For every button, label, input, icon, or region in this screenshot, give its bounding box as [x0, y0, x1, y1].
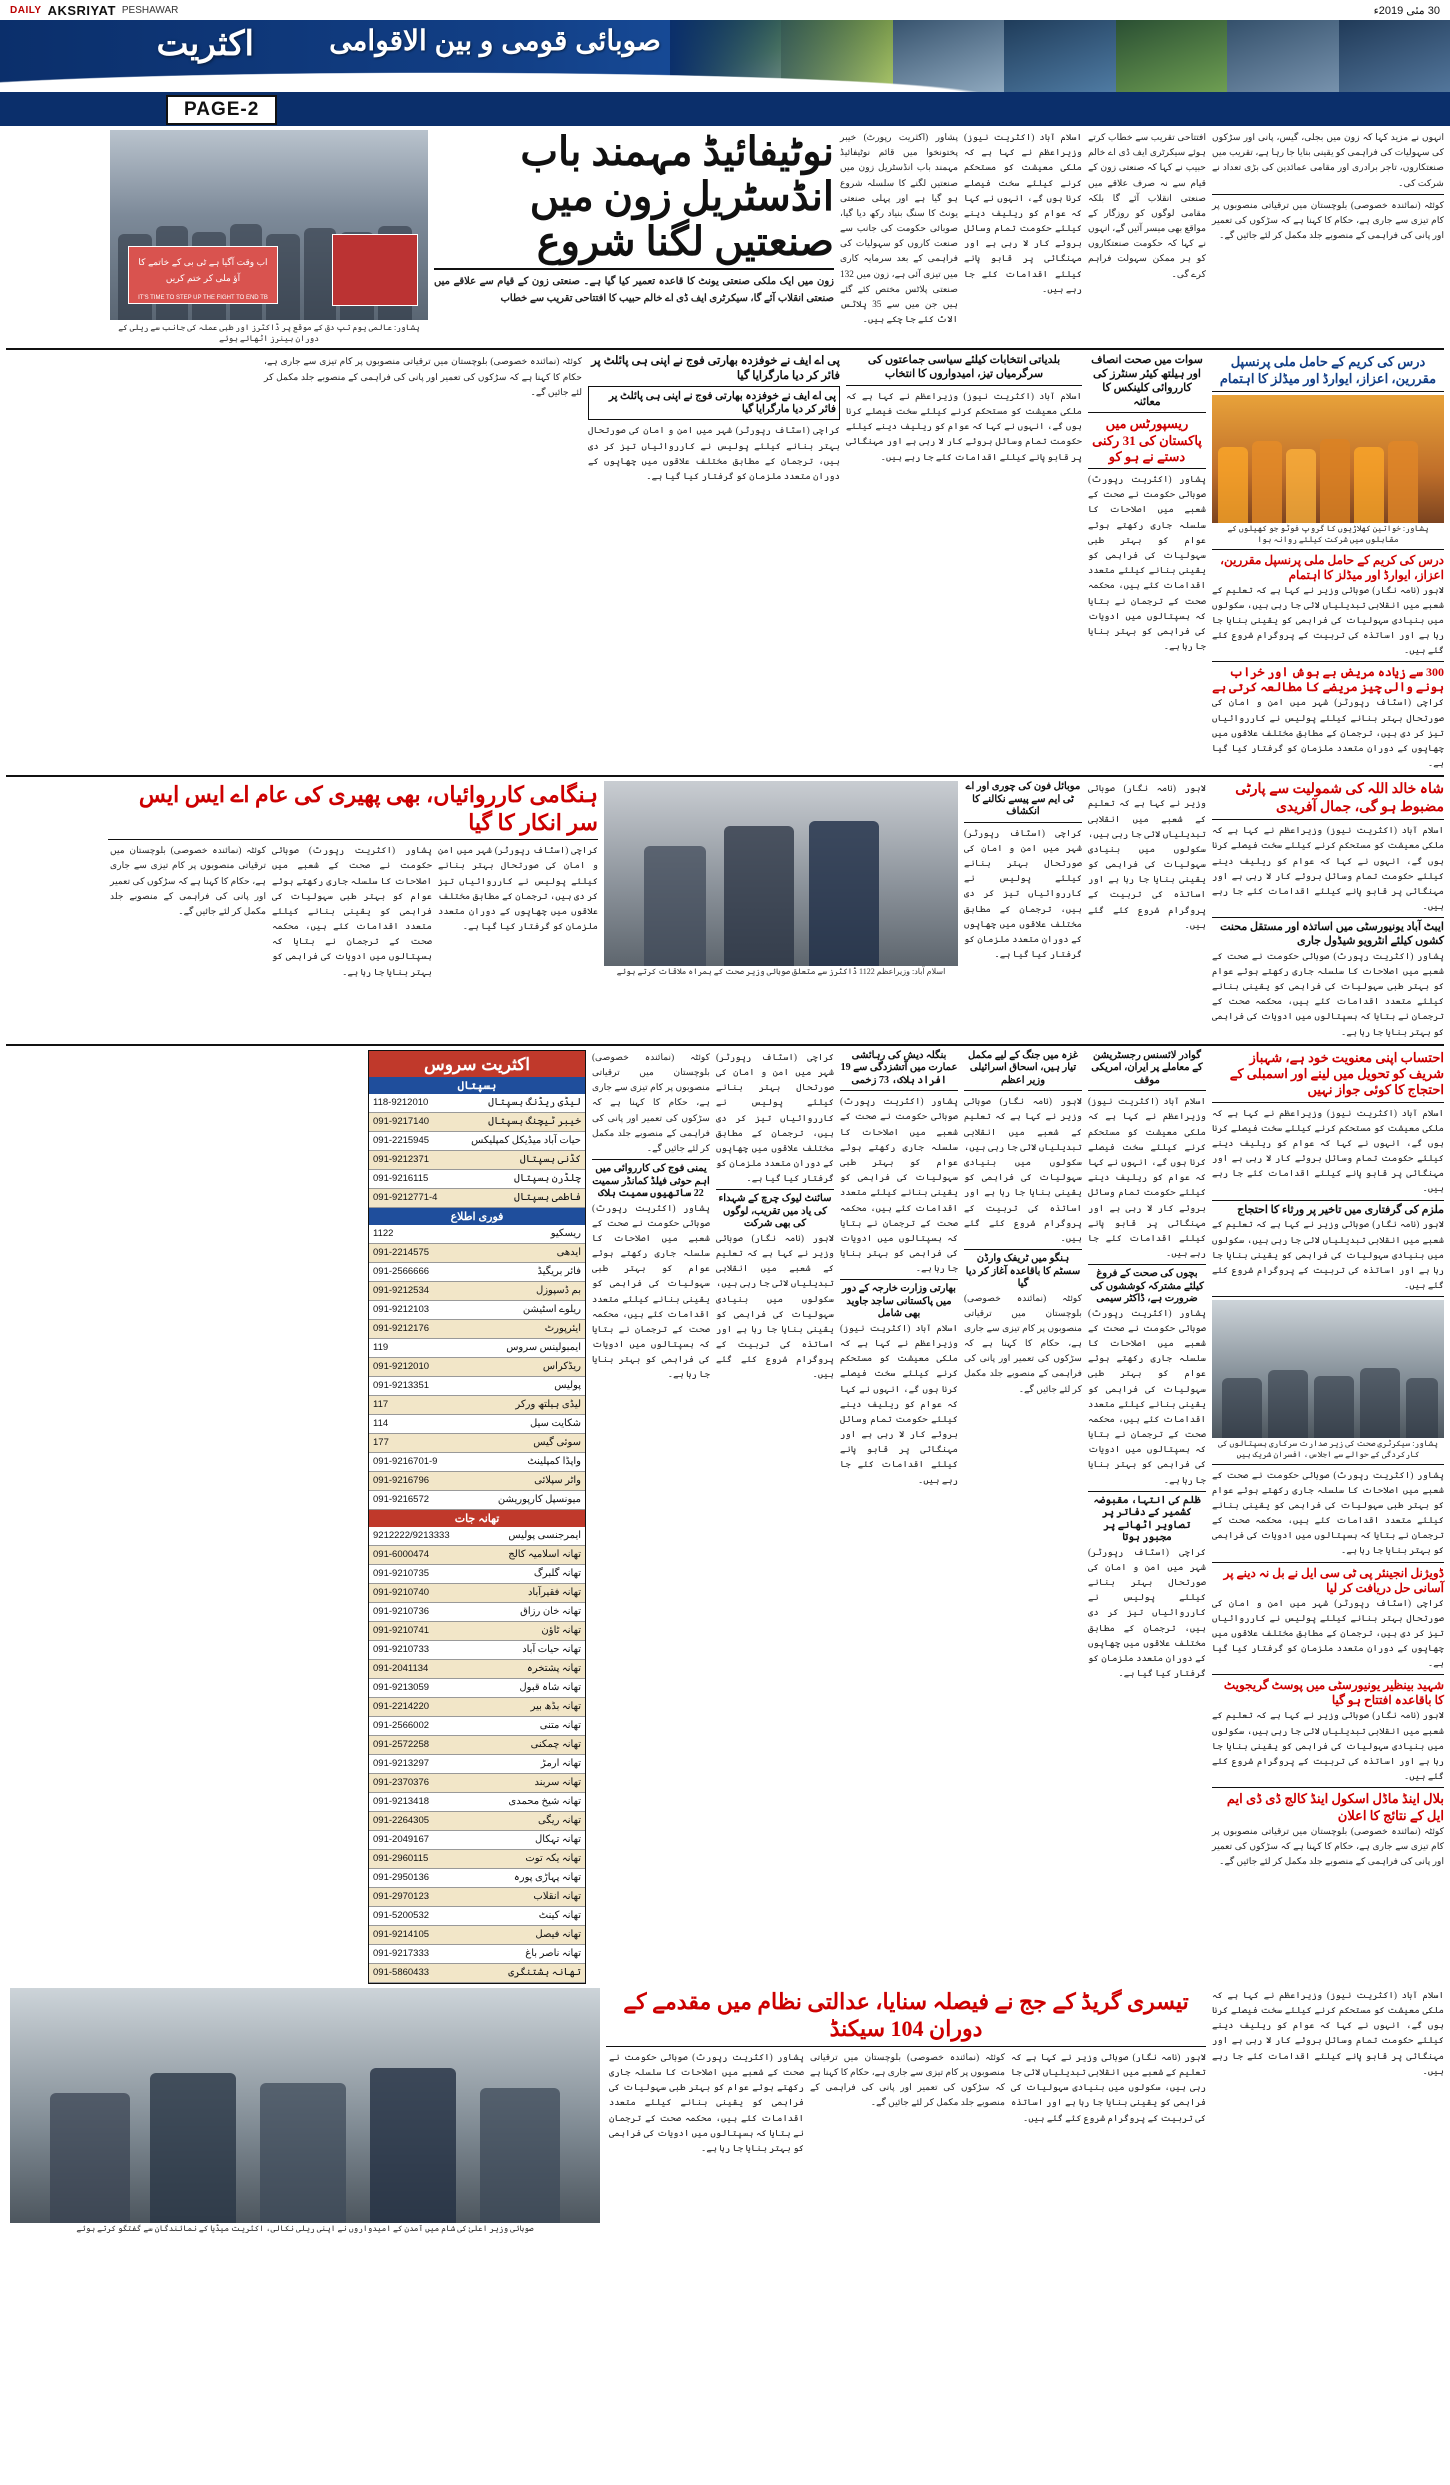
- dir-number: 091-9212771-4: [373, 1192, 438, 1204]
- headline-shah: شاہ خالد اللہ کی شمولیت سے پارٹی مضبوط ہو گی، جمال آفریدی: [1235, 782, 1444, 815]
- tb-photo-caption: پشاور: عالمی یوم تپ دق کے موقع پر ڈاکٹرز اور طبی عملہ کی جانب سے ریلی کے دوران بینرز اٹھائے ہوئے: [118, 323, 420, 344]
- defence-body: پشاور (اکثریت رپورٹ) صوبائی حکومت نے صحت کے شعبے میں اصلاحات کا سلسلہ جاری رکھتے ہوئے عوام کو بہتر طبی سہولیات کی فراہمی کو یقینی بنانے کیلئے متعدد اقدامات کئے ہیں، محکمہ صحت کے ترجمان نے بتایا کہ ہسپتالوں میں ادویات کی فراہمی کو بہتر بنایا جا رہا ہے۔: [1212, 950, 1444, 1037]
- directory-row[interactable]: [369, 1151, 585, 1170]
- tb-banner-line2: آؤ ملی کر ختم کریں: [165, 273, 241, 283]
- directory-row[interactable]: [369, 1926, 585, 1945]
- lead-paragraph-5: کوئٹہ (نمائندہ خصوصی) بلوچستان میں ترقیاتی منصوبوں پر کام تیزی سے جاری ہے، حکام کا کہنا ہے کہ سڑکوں کی تعمیر اور پانی کی فراہمی کے منصوبے جلد مکمل کر لئے جائیں گے۔: [1212, 199, 1444, 241]
- headline-sports-31: ریسپورٹس میں پاکستان کی 31 رکنی دستے نے ہو کو: [1092, 416, 1202, 464]
- directory-row[interactable]: [369, 1546, 585, 1565]
- dir-name: تھانہ چمکنی: [530, 1739, 581, 1751]
- dir-name: تھانہ ریگی: [537, 1815, 581, 1827]
- lead-paragraph-4: انہوں نے مزید کہا کہ زون میں بجلی، گیس، پانی اور سڑکوں کی سہولیات کی فراہمی کو یقینی بنایا جا رہا ہے، تقریب میں صنعتکاروں، تاجر برادری اور مقامی عمائدین کی بڑی تعداد نے شرکت کی۔: [1212, 132, 1444, 188]
- dir-number: 091-2214220: [373, 1701, 430, 1713]
- directory-header: [369, 1051, 585, 1077]
- women-athletes-photo: [1212, 395, 1444, 523]
- dir-name: تھانہ اسلامیہ کالج: [508, 1549, 581, 1561]
- lead-headline: نوٹیفائیڈ مہمند باب انڈسٹریل زون میں صنعتیں لگنا شروع: [520, 129, 834, 264]
- dir-name: تھانہ تہکال: [534, 1834, 581, 1846]
- court-block: [606, 1988, 1206, 2156]
- dir-number: 091-9210741: [373, 1625, 430, 1637]
- headline-army-box: پی اے ایف نے خوفزدہ بھارتی فوج نے اپنی ہی پائلٹ پر فائر کر دیا مارگرایا گیا: [608, 391, 836, 416]
- service-directory: [368, 1050, 586, 1984]
- swat-column: [1088, 354, 1206, 654]
- col-d-body2: اسلام آباد (اکثریت نیوز) وزیراعظم نے کہا ہے کہ ملکی معیشت کو مستحکم کرنے کیلئے سخت فیصلے کرنا ہوں گے، انہوں نے کہا کہ عوام کو ریلیف دینے کیلئے حکومت تمام وسائل بروئے کار لا رہی ہے اور مہنگائی پر قابو پانے کیلئے اقدامات کئے جا رہے ہیں۔: [840, 1322, 958, 1485]
- dir-number: 091-2950136: [373, 1872, 430, 1884]
- directory-title: اکثریت سروس: [423, 1054, 531, 1074]
- headline-teachers: درس کی کریم کے حامل ملی پرنسپل مقررین، اعزاز، ایوارڈ اور میڈلز کا اہتمام: [1220, 552, 1444, 582]
- shah-body: اسلام آباد (اکثریت نیوز) وزیراعظم نے کہا ہے کہ ملکی معیشت کو مستحکم کرنے کیلئے سخت فیصلے کرنا ہوں گے، انہوں نے کہا کہ عوام کو ریلیف دینے کیلئے حکومت تمام وسائل بروئے کار لا رہی ہے اور مہنگائی پر قابو پانے کیلئے اقدامات کئے جا رہے ہیں۔: [1212, 825, 1444, 912]
- daily-label: DAILY: [10, 4, 42, 16]
- ehtesab-body: اسلام آباد (اکثریت نیوز) وزیراعظم نے کہا ہے کہ ملکی معیشت کو مستحکم کرنے کیلئے سخت فیصلے کرنا ہوں گے، انہوں نے کہا کہ عوام کو ریلیف دینے کیلئے حکومت تمام وسائل بروئے کار لا رہی ہے اور مہنگائی پر قابو پانے کیلئے اقدامات کئے جا رہے ہیں۔: [1212, 1107, 1444, 1194]
- dir-name: تھانہ خان رزاق: [520, 1606, 581, 1618]
- shah-column: [1212, 781, 1444, 1040]
- dir-name: ریلوے اسٹیشن: [522, 1304, 581, 1316]
- directory-row[interactable]: [369, 1964, 585, 1983]
- issue-date: 30 مئی 2019ء: [1373, 4, 1440, 17]
- directory-row[interactable]: [369, 1698, 585, 1717]
- dir-name: فاطمی ہسپتال: [514, 1192, 581, 1204]
- dir-number: 114: [373, 1418, 389, 1430]
- left-band-column: [264, 354, 582, 400]
- dir-name: چلڈرن ہسپتال: [514, 1173, 581, 1185]
- dir-number: 177: [373, 1437, 389, 1449]
- dir-name: ریسکیو: [550, 1228, 581, 1240]
- headline-children: بچوں کی صحت کے فروغ کیلئے مشترکہ کوششوں کی ضرورت ہے، ڈاکٹر سیمی: [1090, 1268, 1204, 1305]
- headline-gwadar: گوادر لائسنس رجسٹریشن کے معاملے پر ایران، امریکی موقف: [1091, 1049, 1203, 1086]
- bottom-photo-caption: صوبائی وزیر اعلیٰ کی شام میں آمدن کے امیدواروں نے اپنی ریلی نکالی، اکثریت میڈیا کے نمائندگان سے گفتگو کرتے ہوئے: [76, 2223, 534, 2233]
- meeting-photo: [604, 781, 958, 966]
- headline-kashmir: ظلم کی انتہا، مقبوضہ کشمیر کے دفاتر پر تصاویر اٹھانے پر مجبور ہوتا: [1093, 1494, 1201, 1544]
- col-c: [964, 1050, 1082, 1397]
- headline-traffic: ہنگو میں ٹریفک وارڈن سسٹم کا باقاعدہ آغاز کر دیا گیا: [965, 1253, 1081, 1290]
- dir-name: واٹر سپلائی: [534, 1475, 581, 1487]
- conference-photo-caption: پشاور: سیکرٹری صحت کی زیر صدارت سرکاری ہسپتالوں کی کارکردگی کے حوالے سے اجلاس، افسران شریک ہیں: [1218, 1439, 1438, 1460]
- teachers-body: لاہور (نامہ نگار) صوبائی وزیر نے کہا ہے کہ تعلیم کے شعبے میں انقلابی تبدیلیاں لائی جا رہی ہیں، سکولوں میں بنیادی سہولیات کی فراہمی کو یقینی بنایا جا رہا ہے اور اساتذہ کی تربیت کے پروگرام شروع کئے گئے ہیں۔: [1212, 584, 1444, 656]
- conference-body: پشاور (اکثریت رپورٹ) صوبائی حکومت نے صحت کے شعبے میں اصلاحات کا سلسلہ جاری رکھتے ہوئے عوام کو بہتر طبی سہولیات کی فراہمی کو یقینی بنانے کیلئے متعدد اقدامات کئے ہیں، محکمہ صحت کے ترجمان نے بتایا کہ ہسپتالوں میں ادویات کی فراہمی کو بہتر بنایا جا رہا ہے۔: [1212, 1469, 1444, 1556]
- col-d: [840, 1050, 958, 1488]
- army-body: کراچی (اسٹاف رپورٹر) شہر میں امن و امان کی صورتحال بہتر بنانے کیلئے پولیس نے کارروائیاں تیز کر دی ہیں، ترجمان کے مطابق مختلف علاقوں میں چھاپوں کے دوران متعدد ملزمان کو گرفتار کیا گیا ہے۔: [588, 425, 840, 481]
- directory-row[interactable]: [369, 1565, 585, 1584]
- dir-number: 091-9210740: [373, 1587, 430, 1599]
- dir-name: ایئرپورٹ: [544, 1323, 581, 1335]
- uni-body: لاہور (نامہ نگار) صوبائی وزیر نے کہا ہے کہ تعلیم کے شعبے میں انقلابی تبدیلیاں لائی جا رہی ہیں، سکولوں میں بنیادی سہولیات کی فراہمی کو یقینی بنایا جا رہا ہے اور اساتذہ کی تربیت کے پروگرام شروع کئے گئے ہیں۔: [1212, 1710, 1444, 1782]
- directory-row[interactable]: [369, 1320, 585, 1339]
- headline-war: غزہ میں جنگ کے لیے مکمل تیار ہیں، اسحاق اسرائیلی وزیر اعظم: [967, 1049, 1079, 1086]
- directory-row[interactable]: [369, 1244, 585, 1263]
- headline-defence2: ملزم کی گرفتاری میں تاخیر پر ورثاء کا احتجاج: [1237, 1203, 1444, 1216]
- right-news-column: [1212, 1050, 1444, 1870]
- dir-number: 091-9210733: [373, 1644, 430, 1656]
- court-body-1: لاہور (نامہ نگار) صوبائی وزیر نے کہا ہے کہ تعلیم کے شعبے میں انقلابی تبدیلیاں لائی جا رہی ہیں، سکولوں میں بنیادی سہولیات کی فراہمی کو یقینی بنایا جا رہا ہے اور اساتذہ کی تربیت کے پروگرام شروع کئے گئے ہیں۔: [1011, 2051, 1206, 2123]
- headline-swat: سوات میں صحت انصاف اور ہیلتھ کیئر سنٹرز کی کارروائی کلینکس کا معائنہ: [1091, 354, 1203, 408]
- headline-army: پی اے ایف نے خوفزدہ بھارتی فوج نے اپنی ہی پائلٹ پر فائر کر دیا مارگرایا گیا: [591, 355, 840, 382]
- directory-row[interactable]: [369, 1603, 585, 1622]
- dir-name: شکایت سیل: [529, 1418, 581, 1430]
- dir-number: 091-9210735: [373, 1568, 430, 1580]
- dir-number: 091-9217140: [373, 1116, 430, 1128]
- dir-name: ایمرجنسی پولیس: [508, 1530, 581, 1542]
- directory-row[interactable]: [369, 1472, 585, 1491]
- page-badge-bar: [0, 92, 1450, 126]
- headline-mobile: موبائل فون کی چوری اور اے ٹی ایم سے پیسے نکالنے کا انکشاف: [965, 781, 1081, 818]
- directory-row[interactable]: [369, 1793, 585, 1812]
- dir-name: حیات آباد میڈیکل کمپلیکس: [471, 1135, 581, 1147]
- directory-row[interactable]: [369, 1094, 585, 1113]
- dir-name: پولیس: [554, 1380, 581, 1392]
- col-e-body2: لاہور (نامہ نگار) صوبائی وزیر نے کہا ہے کہ تعلیم کے شعبے میں انقلابی تبدیلیاں لائی جا رہی ہیں، سکولوں میں بنیادی سہولیات کی فراہمی کو یقینی بنایا جا رہا ہے اور اساتذہ کی تربیت کے پروگرام شروع کئے گئے ہیں۔: [716, 1232, 834, 1380]
- masthead-wave: [0, 66, 1450, 92]
- court-body-3: پشاور (اکثریت رپورٹ) صوبائی حکومت نے صحت کے شعبے میں اصلاحات کا سلسلہ جاری رکھتے ہوئے عوام کو بہتر طبی سہولیات کی فراہمی کو یقینی بنانے کیلئے متعدد اقدامات کئے ہیں، محکمہ صحت کے ترجمان نے بتایا کہ ہسپتالوں میں ادویات کی فراہمی کو بہتر بنایا جا رہا ہے۔: [609, 2051, 804, 2153]
- dir-number: 9212222/9213333: [373, 1530, 450, 1542]
- dir-name: تھانہ ٹاؤن: [541, 1625, 581, 1637]
- dir-name: تھانہ حیات آباد: [522, 1644, 581, 1656]
- dir-name: تھانہ انقلاب: [533, 1891, 581, 1903]
- col-b-body2: پشاور (اکثریت رپورٹ) صوبائی حکومت نے صحت کے شعبے میں اصلاحات کا سلسلہ جاری رکھتے ہوئے عوام کو بہتر طبی سہولیات کی فراہمی کو یقینی بنانے کیلئے متعدد اقدامات کئے ہیں، محکمہ صحت کے ترجمان نے بتایا کہ ہسپتالوں میں ادویات کی فراہمی کو بہتر بنایا جا رہا ہے۔: [1088, 1307, 1206, 1485]
- swat-body: پشاور (اکثریت رپورٹ) صوبائی حکومت نے صحت کے شعبے میں اصلاحات کا سلسلہ جاری رکھتے ہوئے عوام کو بہتر طبی سہولیات کی فراہمی کو یقینی بنانے کیلئے متعدد اقدامات کئے ہیں، محکمہ صحت کے ترجمان نے بتایا کہ ہسپتالوں میں ادویات کی فراہمی کو بہتر بنایا جا رہا ہے۔: [1088, 474, 1206, 652]
- dir-name: میونسپل کارپوریشن: [497, 1494, 581, 1506]
- col-b-body: اسلام آباد (اکثریت نیوز) وزیراعظم نے کہا ہے کہ ملکی معیشت کو مستحکم کرنے کیلئے سخت فیصلے کرنا ہوں گے، انہوں نے کہا کہ عوام کو ریلیف دینے کیلئے حکومت تمام وسائل بروئے کار لا رہی ہے اور مہنگائی پر قابو پانے کیلئے اقدامات کئے جا رہے ہیں۔: [1088, 1096, 1206, 1259]
- dir-name: تھانہ شیخ محمدی: [508, 1796, 581, 1808]
- directory-row[interactable]: [369, 1831, 585, 1850]
- directory-row[interactable]: [369, 1641, 585, 1660]
- lead-col-b: [1088, 130, 1206, 282]
- dir-number: 118-9212010: [373, 1097, 429, 1109]
- lead-subheadline: زون میں ایک ملکی صنعتی یونٹ کا قاعدہ تعمیر کیا گیا ہے۔ صنعتی زون کے قیام سے علاقے میں صنعتی انقلاب آئے گا، سیکرٹری ایف ڈی اے خالم حبیب کا افتتاحی تقریب سے خطاب: [434, 276, 834, 304]
- directory-row[interactable]: [369, 1888, 585, 1907]
- headline-court: تیسری گریڈ کے جج نے فیصلہ سنایا، عدالتی نظام میں مقدمے کے دوران 104 سیکنڈ: [623, 1988, 1189, 2042]
- dir-number: 091-9217333: [373, 1948, 430, 1960]
- dir-number: 091-2970123: [373, 1891, 430, 1903]
- dir-number: 091-9213351: [373, 1380, 430, 1392]
- directory-row[interactable]: [369, 1282, 585, 1301]
- directory-row[interactable]: [369, 1377, 585, 1396]
- dir-number: 091-2264305: [373, 1815, 430, 1827]
- dir-number: 091-9210736: [373, 1606, 430, 1618]
- dir-name: واپڈا کمپلینٹ: [527, 1456, 581, 1468]
- defence2-body: لاہور (نامہ نگار) صوبائی وزیر نے کہا ہے کہ تعلیم کے شعبے میں انقلابی تبدیلیاں لائی جا رہی ہیں، سکولوں میں بنیادی سہولیات کی فراہمی کو یقینی بنایا جا رہا ہے اور اساتذہ کی تربیت کے پروگرام شروع کئے گئے ہیں۔: [1212, 1219, 1444, 1291]
- dir-number: 091-9216572: [373, 1494, 430, 1506]
- headline-election: بلدیاتی انتخابات کیلئے سیاسی جماعتوں کی سرگرمیاں تیز، امیدواروں کا انتخاب: [867, 354, 1061, 381]
- sports-column: [1212, 354, 1444, 771]
- dir-number: 091-2041134: [373, 1663, 429, 1675]
- headline-police: ہنگامی کارروائیاں، بھی پھیری کی عام اے ایس ایس سر انکار کا گیا: [138, 782, 598, 835]
- directory-row[interactable]: [369, 1869, 585, 1888]
- directory-row[interactable]: [369, 1301, 585, 1320]
- dir-name: تھانہ کینٹ: [538, 1910, 581, 1922]
- headline-school: بلال اینڈ ماڈل اسکول اینڈ کالج ڈی ڈی ایم ایل کے نتائج کا اعلان: [1226, 1791, 1444, 1823]
- directory-row[interactable]: [369, 1679, 585, 1698]
- lead-right-column: [1212, 130, 1444, 243]
- directory-row[interactable]: [369, 1263, 585, 1282]
- directory-row[interactable]: [369, 1527, 585, 1546]
- dir-number: 091-9216796: [373, 1475, 430, 1487]
- col-d-body: پشاور (اکثریت رپورٹ) صوبائی حکومت نے صحت کے شعبے میں اصلاحات کا سلسلہ جاری رکھتے ہوئے عوام کو بہتر طبی سہولیات کی فراہمی کو یقینی بنانے کیلئے متعدد اقدامات کئے ہیں، محکمہ صحت کے ترجمان نے بتایا کہ ہسپتالوں میں ادویات کی فراہمی کو بہتر بنایا جا رہا ہے۔: [840, 1096, 958, 1274]
- directory-row[interactable]: [369, 1755, 585, 1774]
- directory-row[interactable]: [369, 1189, 585, 1208]
- dir-name: بم ڈسپوزل: [535, 1285, 581, 1297]
- army-column: [588, 354, 840, 484]
- col-c-body: لاہور (نامہ نگار) صوبائی وزیر نے کہا ہے کہ تعلیم کے شعبے میں انقلابی تبدیلیاں لائی جا رہی ہیں، سکولوں میں بنیادی سہولیات کی فراہمی کو یقینی بنایا جا رہا ہے اور اساتذہ کی تربیت کے پروگرام شروع کئے گئے ہیں۔: [964, 1096, 1082, 1243]
- dir-name: لیڈی ریڈنگ ہسپتال: [488, 1097, 581, 1109]
- police-body-2: پشاور (اکثریت رپورٹ) صوبائی حکومت نے صحت کے شعبے میں اصلاحات کا سلسلہ جاری رکھتے ہوئے عوام کو بہتر طبی سہولیات کی فراہمی کو یقینی بنانے کیلئے متعدد اقدامات کئے ہیں، محکمہ صحت کے ترجمان نے بتایا کہ ہسپتالوں میں ادویات کی فراہمی کو بہتر بنایا جا رہا ہے۔: [272, 845, 432, 977]
- tb-banner-line1: اب وقت آگیا ہے ٹی بی کے خاتمے کا: [138, 257, 268, 267]
- lead-headline-block: [434, 130, 834, 307]
- dir-number: 119: [373, 1342, 389, 1354]
- mid-col-2-body: کراچی (اسٹاف رپورٹر) شہر میں امن و امان کی صورتحال بہتر بنانے کیلئے پولیس نے کارروائیاں تیز کر دی ہیں، ترجمان کے مطابق مختلف علاقوں میں چھاپوں کے دوران متعدد ملزمان کو گرفتار کیا گیا ہے۔: [964, 827, 1082, 960]
- tb-photo-block: [110, 130, 428, 344]
- dir-name: ریڈکراس: [542, 1361, 581, 1373]
- lead-col-c: [964, 130, 1082, 297]
- meeting-photo-block: [604, 781, 958, 977]
- masthead: [0, 0, 1450, 92]
- directory-row[interactable]: [369, 1170, 585, 1189]
- directory-row[interactable]: [369, 1396, 585, 1415]
- dir-name: ایمبولینس سروس: [506, 1342, 581, 1354]
- court-body-2: کوئٹہ (نمائندہ خصوصی) بلوچستان میں ترقیاتی منصوبوں پر کام تیزی سے جاری ہے، حکام کا کہنا ہے کہ سڑکوں کی تعمیر اور پانی کی فراہمی کے منصوبے جلد مکمل کر لئے جائیں گے۔: [810, 2051, 1005, 2108]
- page-number-badge: PAGE-2: [166, 95, 277, 125]
- directory-row[interactable]: [369, 1584, 585, 1603]
- election-body: اسلام آباد (اکثریت نیوز) وزیراعظم نے کہا ہے کہ ملکی معیشت کو مستحکم کرنے کیلئے سخت فیصلے کرنا ہوں گے، انہوں نے کہا کہ عوام کو ریلیف دینے کیلئے حکومت تمام وسائل بروئے کار لا رہی ہے اور مہنگائی پر قابو پانے کیلئے اقدامات کئے جا رہے ہیں۔: [846, 390, 1082, 462]
- directory-row[interactable]: [369, 1622, 585, 1641]
- directory-row[interactable]: [369, 1717, 585, 1736]
- col-f: [592, 1050, 710, 1383]
- conference-photo: [1212, 1300, 1444, 1438]
- dir-number: 091-5200532: [373, 1910, 430, 1922]
- directory-row[interactable]: [369, 1415, 585, 1434]
- dir-number: 091-9212534: [373, 1285, 430, 1297]
- directory-row[interactable]: [369, 1774, 585, 1793]
- dir-number: 1122: [373, 1228, 394, 1240]
- dir-name: تھانہ شاہ قبول: [519, 1682, 581, 1694]
- lead-paragraph-2: پشاور (اکثریت رپورٹ) خیبر پختونخوا میں قائم نوٹیفائیڈ مہمند باب انڈسٹریل زون میں صنعتیں لگنے کا سلسلہ شروع ہو گیا ہے اور پہلی صنعتی یونٹ کا سنگ بنیاد رکھ دیا گیا، صوبائی حکومت کی جانب سے صنعت کاروں کو سہولیات کی فراہمی کے بعد سرمایہ کاری میں تیزی آئی ہے، زون میں 132 صنعتی پلاٹس مختص کئے گئے ہیں جن میں سے 35 پلاٹس الاٹ کئے جا چکے ہیں۔: [840, 132, 959, 325]
- dir-number: 091-9212371: [373, 1154, 430, 1166]
- headline-church: سائنٹ لیوک چرچ کے شہداء کی یاد میں تقریب، لوگوں کی بھی شرکت: [718, 1193, 832, 1230]
- dir-name: تھانہ یکہ توت: [525, 1853, 581, 1865]
- headline-building: بنگلہ دیش کی رہائشی عمارت میں آتشزدگی سے 19 افراد ہلاک، 73 زخمی: [840, 1049, 958, 1086]
- masthead-section-title: صوبائی قومی و بین الاقوامی: [329, 25, 661, 56]
- dir-name: خیبر ٹیچنگ ہسپتال: [488, 1116, 581, 1128]
- tb-banner-english: IT'S TIME TO STEP UP THE FIGHT TO END TB: [138, 294, 268, 301]
- directory-row[interactable]: [369, 1907, 585, 1926]
- dir-number: 091-2960115: [373, 1853, 429, 1865]
- dir-name: تھانہ گلبرگ: [533, 1568, 581, 1580]
- col-e-body: کراچی (اسٹاف رپورٹر) شہر میں امن و امان کی صورتحال بہتر بنانے کیلئے پولیس نے کارروائیاں تیز کر دی ہیں، ترجمان کے مطابق مختلف علاقوں میں چھاپوں کے دوران متعدد ملزمان کو گرفتار کیا گیا ہے۔: [716, 1051, 834, 1184]
- directory-row[interactable]: [369, 1491, 585, 1510]
- dir-name: سوئی گیس: [533, 1437, 581, 1449]
- tb-rally-photo: [110, 130, 428, 320]
- bottom-right-body: اسلام آباد (اکثریت نیوز) وزیراعظم نے کہا ہے کہ ملکی معیشت کو مستحکم کرنے کیلئے سخت فیصلے کرنا ہوں گے، انہوں نے کہا کہ عوام کو ریلیف دینے کیلئے حکومت تمام وسائل بروئے کار لا رہی ہے اور مہنگائی پر قابو پانے کیلئے اقدامات کئے جا رہے ہیں۔: [1212, 1989, 1444, 2076]
- dir-number: 091-9214105: [373, 1929, 430, 1941]
- lead-paragraph-3: افتتاحی تقریب سے خطاب کرتے ہوئے سیکرٹری ایف ڈی اے خالم حبیب نے کہا کہ صنعتی زون کے قیام سے نہ صرف علاقے میں صنعتی انقلاب آئے گا بلکہ مقامی لوگوں کو روزگار کے مواقع بھی میسر آئیں گے، انہوں نے کہا کہ حکومت صنعتکاروں کو ہر ممکن سہولت فراہم کرے گی۔: [1088, 132, 1206, 279]
- mid-col-2: [964, 781, 1082, 962]
- women-photo-caption: پشاور: خواتین کھلاڑیوں کا گروپ فوٹو جو کھیلوں کے مقابلوں میں شرکت کیلئے روانہ ہوا: [1227, 524, 1429, 545]
- directory-section-hospital: ہسپتال: [369, 1077, 585, 1094]
- paper-name: AKSRIYAT: [47, 2, 116, 18]
- directory-row[interactable]: [369, 1339, 585, 1358]
- dir-name: تھانہ سربند: [534, 1777, 581, 1789]
- police-block: [108, 781, 598, 980]
- directory-row[interactable]: [369, 1945, 585, 1964]
- h300-body: کراچی (اسٹاف رپورٹر) شہر میں امن و امان کی صورتحال بہتر بنانے کیلئے پولیس نے کارروائیاں تیز کر دی ہیں، ترجمان کے مطابق مختلف علاقوں میں چھاپوں کے دوران متعدد ملزمان کو گرفتار کیا گیا ہے۔: [1212, 697, 1444, 769]
- directory-row[interactable]: [369, 1132, 585, 1151]
- engineer-body: کراچی (اسٹاف رپورٹر) شہر میں امن و امان کی صورتحال بہتر بنانے کیلئے پولیس نے کارروائیاں تیز کر دی ہیں، ترجمان کے مطابق مختلف علاقوں میں چھاپوں کے دوران متعدد ملزمان کو گرفتار کیا گیا ہے۔: [1212, 1597, 1444, 1669]
- dir-name: تھانہ ناصر باغ: [525, 1948, 581, 1960]
- headline-sports: درس کی کریم کے حامل ملی پرنسپل مقررین، اعزاز، ایوارڈ اور میڈلز کا اہتمام: [1219, 354, 1437, 387]
- dir-name: تھانہ پشتخرہ: [526, 1663, 581, 1675]
- dir-name: تھانہ فیصل: [535, 1929, 581, 1941]
- meeting-photo-caption: اسلام آباد: وزیراعظم 1122 ڈاکٹرز سے متعلق صوبائی وزیر صحت کے ہمراہ ملاقات کرتے ہوئے: [616, 967, 946, 977]
- dir-name: تھانہ متنی: [539, 1720, 581, 1732]
- headline-india-min: بھارتی وزارت خارجہ کے دور میں پاکستانی ساجد جاوید بھی شامل: [842, 1283, 956, 1320]
- directory-row[interactable]: [369, 1434, 585, 1453]
- bottom-photo-block: [10, 1988, 600, 2234]
- col-b: [1088, 1050, 1206, 1682]
- dir-number: 091-2572258: [373, 1739, 430, 1751]
- dir-number: 091-2215945: [373, 1135, 430, 1147]
- directory-row[interactable]: [369, 1113, 585, 1132]
- dir-number: 091-6000474: [373, 1549, 430, 1561]
- police-body-3: کوئٹہ (نمائندہ خصوصی) بلوچستان میں ترقیاتی منصوبوں پر کام تیزی سے جاری ہے، حکام کا کہنا ہے کہ سڑکوں کی تعمیر اور پانی کی فراہمی کے منصوبے جلد مکمل کر لئے جائیں گے۔: [110, 845, 266, 916]
- col-c-body2: کوئٹہ (نمائندہ خصوصی) بلوچستان میں ترقیاتی منصوبوں پر کام تیزی سے جاری ہے، حکام کا کہنا ہے کہ سڑکوں کی تعمیر اور پانی کی فراہمی کے منصوبے جلد مکمل کر لئے جائیں گے۔: [964, 1292, 1082, 1394]
- dir-number: 091-2566002: [373, 1720, 430, 1732]
- lead-paragraph-2b: اسلام آباد (اکثریت نیوز) وزیراعظم نے کہا ہے کہ ملکی معیشت کو مستحکم کرنے کیلئے سخت فیصلے کرنا ہوں گے، انہوں نے کہا کہ عوام کو ریلیف دینے کیلئے حکومت تمام وسائل بروئے کار لا رہی ہے اور مہنگائی پر قابو پانے کیلئے اقدامات کئے جا رہے ہیں۔: [964, 132, 1082, 294]
- lead-col-d: [840, 130, 958, 327]
- headline-uni: شہید بینظیر یونیورسٹی میں پوسٹ گریجویٹ کا باقاعدہ افتتاح ہو گیا: [1223, 1678, 1444, 1708]
- dir-number: 091-9212010: [373, 1361, 430, 1373]
- dir-number: 117: [373, 1399, 389, 1411]
- dir-number: 091-9213418: [373, 1796, 430, 1808]
- directory-row[interactable]: [369, 1660, 585, 1679]
- directory-row[interactable]: [369, 1453, 585, 1472]
- dir-name: ایدھی: [556, 1247, 581, 1259]
- dir-number: 091-9213297: [373, 1758, 430, 1770]
- dir-name: تھانہ بڈھ بیر: [530, 1701, 581, 1713]
- col-e: [716, 1050, 834, 1383]
- directory-row[interactable]: [369, 1736, 585, 1755]
- dir-name: فائر بریگیڈ: [537, 1266, 581, 1278]
- directory-row[interactable]: [369, 1225, 585, 1244]
- headline-engineer: ڈویژنل انجینئر پی ٹی سی ایل نے بل نہ دینے پر آسانی حل دریافت کر لیا: [1223, 1565, 1444, 1595]
- headline-army2: یمنی فوج کی کارروائی میں اہم حوثی فیلڈ کمانڈر سمیت 22 ساتھیوں سمیت ہلاک: [592, 1163, 710, 1200]
- directory-section-police: تھانہ جات: [369, 1510, 585, 1527]
- bottom-right-column: [1212, 1988, 1444, 2079]
- dir-number: 091-2214575: [373, 1247, 430, 1259]
- dir-number: 091-2049167: [373, 1834, 430, 1846]
- dir-number: 091-5860433: [373, 1967, 430, 1979]
- dir-number: 091-9213059: [373, 1682, 430, 1694]
- dir-number: 091-9212176: [373, 1323, 430, 1335]
- dir-number: 091-2370376: [373, 1777, 430, 1789]
- col-b-body3: کراچی (اسٹاف رپورٹر) شہر میں امن و امان کی صورتحال بہتر بنانے کیلئے پولیس نے کارروائیاں تیز کر دی ہیں، ترجمان کے مطابق مختلف علاقوں میں چھاپوں کے دوران متعدد ملزمان کو گرفتار کیا گیا ہے۔: [1088, 1546, 1206, 1679]
- directory-row[interactable]: [369, 1812, 585, 1831]
- directory-row[interactable]: [369, 1850, 585, 1869]
- headline-ehtesab: احتساب اپنی معنویت خود ہے، شہباز شریف کو تحویل میں لینے اور اسمبلی کے احتجاج کا کوئی جواز نہیں: [1229, 1049, 1444, 1098]
- mid-col-1-body: لاہور (نامہ نگار) صوبائی وزیر نے کہا ہے کہ تعلیم کے شعبے میں انقلابی تبدیلیاں لائی جا رہی ہیں، سکولوں میں بنیادی سہولیات کی فراہمی کو یقینی بنایا جا رہا ہے اور اساتذہ کی تربیت کے پروگرام شروع کئے گئے ہیں۔: [1088, 783, 1206, 930]
- police-body-1: کراچی (اسٹاف رپورٹر) شہر میں امن و امان کی صورتحال بہتر بنانے کیلئے پولیس نے کارروائیاں تیز کر دی ہیں، ترجمان کے مطابق مختلف علاقوں میں چھاپوں کے دوران متعدد ملزمان کو گرفتار کیا گیا ہے۔: [438, 845, 598, 932]
- school-body: کوئٹہ (نمائندہ خصوصی) بلوچستان میں ترقیاتی منصوبوں پر کام تیزی سے جاری ہے، حکام کا کہنا ہے کہ سڑکوں کی تعمیر اور پانی کی فراہمی کے منصوبے جلد مکمل کر لئے جائیں گے۔: [1212, 1825, 1444, 1867]
- dir-number: 091-9216115: [373, 1173, 429, 1185]
- bottom-meeting-photo: [10, 1988, 600, 2223]
- election-column: [846, 354, 1082, 464]
- dir-name: تھانہ ارمڑ: [540, 1758, 581, 1770]
- dir-name: لیڈی ہیلتھ ورکر: [515, 1399, 581, 1411]
- dir-name: تھانہ فقیرآباد: [527, 1587, 581, 1599]
- dir-name: تھانہ پہاڑی پورہ: [513, 1872, 581, 1884]
- dir-number: 091-9212103: [373, 1304, 430, 1316]
- paper-city: PESHAWAR: [121, 4, 179, 16]
- dir-number: 091-9216701-9: [373, 1456, 438, 1468]
- directory-section-emergency: فوری اطلاع: [369, 1208, 585, 1225]
- col-f-body2: پشاور (اکثریت رپورٹ) صوبائی حکومت نے صحت کے شعبے میں اصلاحات کا سلسلہ جاری رکھتے ہوئے عوام کو بہتر طبی سہولیات کی فراہمی کو یقینی بنانے کیلئے متعدد اقدامات کئے ہیں، محکمہ صحت کے ترجمان نے بتایا کہ ہسپتالوں میں ادویات کی فراہمی کو بہتر بنایا جا رہا ہے۔: [592, 1202, 710, 1380]
- headline-defence: ایبٹ آباد یونیورسٹی میں اساتذہ اور مستقل محنت کشوں کیلئے انٹرویو شیڈول جاری: [1220, 921, 1444, 948]
- mid-col-1: [1088, 781, 1206, 933]
- left-band-body: کوئٹہ (نمائندہ خصوصی) بلوچستان میں ترقیاتی منصوبوں پر کام تیزی سے جاری ہے، حکام کا کہنا ہے کہ سڑکوں کی تعمیر اور پانی کی فراہمی کے منصوبے جلد مکمل کر لئے جائیں گے۔: [264, 356, 582, 397]
- dir-name: تھانہ ہشتنگری: [508, 1967, 581, 1979]
- directory-row[interactable]: [369, 1358, 585, 1377]
- masthead-logo: اکثریت: [156, 26, 254, 63]
- dir-name: کڈنی ہسپتال: [519, 1154, 581, 1166]
- headline-300: 300 سے زیادہ مریض بے ہوش اور خراب ہونے والی چیز مریضے کا مطالعہ کرتی ہے: [1212, 665, 1444, 695]
- dir-number: 091-2566666: [373, 1266, 430, 1278]
- page-content: [0, 126, 1450, 2234]
- col-f-body: کوئٹہ (نمائندہ خصوصی) بلوچستان میں ترقیاتی منصوبوں پر کام تیزی سے جاری ہے، حکام کا کہنا ہے کہ سڑکوں کی تعمیر اور پانی کی فراہمی کے منصوبے جلد مکمل کر لئے جائیں گے۔: [592, 1051, 710, 1153]
- masthead-top-strip: [0, 0, 1450, 20]
